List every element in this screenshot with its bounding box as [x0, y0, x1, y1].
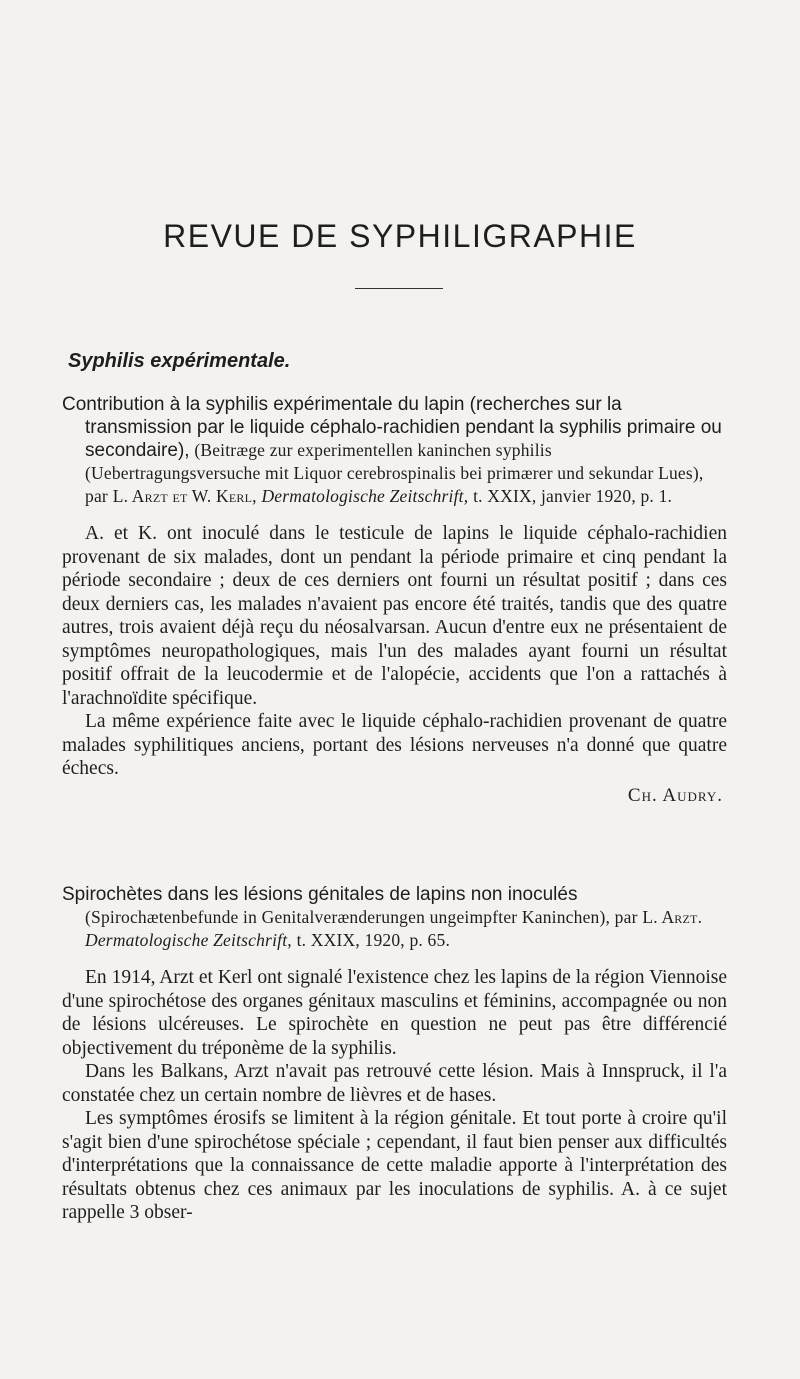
article-2-body [62, 966, 727, 1225]
article-2-journal: Dermatologische Zeitschrift, [85, 930, 292, 950]
article-1-title: Contribution à la syphilis expérimentale du lapin (recherches sur la transmission par le liquide céphalo-rachidien pendant la syphilis primaire ou secondaire), [62, 394, 722, 461]
title-divider [355, 288, 443, 289]
article-2-paragraph: Dans les Balkans, Arzt n'avait pas retrouvé cette lésion. Mais à Innspruck, il l'a constatée chez un certain nombre de lièvres et de hases. [62, 1061, 727, 1106]
article-2-citation: t. XXIX, 1920, p. 65. [296, 930, 451, 950]
article-2-title: Spirochètes dans les lésions génitales de lapins non inoculés [62, 884, 578, 905]
article-1-citation: t. XXIX, janvier 1920, p. 1. [473, 486, 673, 506]
article-2 [62, 883, 727, 1225]
article-1-body [62, 522, 727, 781]
page-title: REVUE DE SYPHILIGRAPHIE [163, 218, 637, 254]
article-1-signature: Ch. Audry. [627, 784, 723, 806]
article-2-paragraph: Les symptômes érosifs se limitent à la région génitale. Et tout porte à croire qu'il s'agit bien d'une spirochétose spéciale ; cependant, il faut bien penser aux difficultés d'interprétations que la connaissance de cette maladie apporte à l'interprétation des résultats obtenus chez ces animaux par les inoculations de syphilis. A. à ce sujet rappelle 3 obser- [62, 1108, 727, 1223]
article-2-paragraph: En 1914, Arzt et Kerl ont signalé l'existence chez les lapins de la région Viennoise d'une spirochétose des organes génitaux masculins et féminins, accompagnée ou non de lésions ulcéreuses. Le spirochète en question ne peut pas être différencié objectivement du tréponème de la syphilis. [62, 967, 727, 1059]
article-1 [62, 393, 727, 826]
article-1-heading [62, 393, 727, 508]
article-2-authors: L. Arzt. [642, 907, 703, 927]
article-2-original-title: (Spirochætenbefunde in Genitalverænderungen ungeimpfter Kaninchen), par [85, 907, 638, 927]
section-heading: Syphilis expérimentale. [68, 350, 291, 372]
article-1-paragraph: A. et K. ont inoculé dans le testicule de lapins le liquide céphalo-rachidien provenant de six malades, dont un pendant la période primaire et cinq pendant la période secondaire ; deux de ces derniers ont fourni un résultat positif ; dans ces deux derniers cas, les malades n'avaient pas encore été traités, tandis que des quatre autres, trois avaient déjà reçu du néosalvarsan. Aucun d'entre eux ne présentaient de symptômes neuropathologiques, mais l'un des malades ayant fourni un résultat positif offrait de la leucodermie et de l'alopécie, accidents que l'on a rattachés à l'arachnoïdite spécifique. [62, 523, 727, 709]
article-1-paragraph: La même expérience faite avec le liquide céphalo-rachidien provenant de quatre malades syphilitiques anciens, portant des lésions nerveuses n'a donné que quatre échecs. [62, 711, 727, 779]
article-1-authors: L. Arzt et W. Kerl, [112, 486, 257, 506]
article-1-journal: Dermatologische Zeitschrift, [261, 486, 469, 506]
article-1-original-title: (Beitræge zur experimentellen kaninchen syphilis (Uebertragungsversuche mit Liquor cerebrospinalis bei primærer und sekundar Lues), par [85, 440, 704, 506]
article-2-heading [62, 883, 727, 952]
